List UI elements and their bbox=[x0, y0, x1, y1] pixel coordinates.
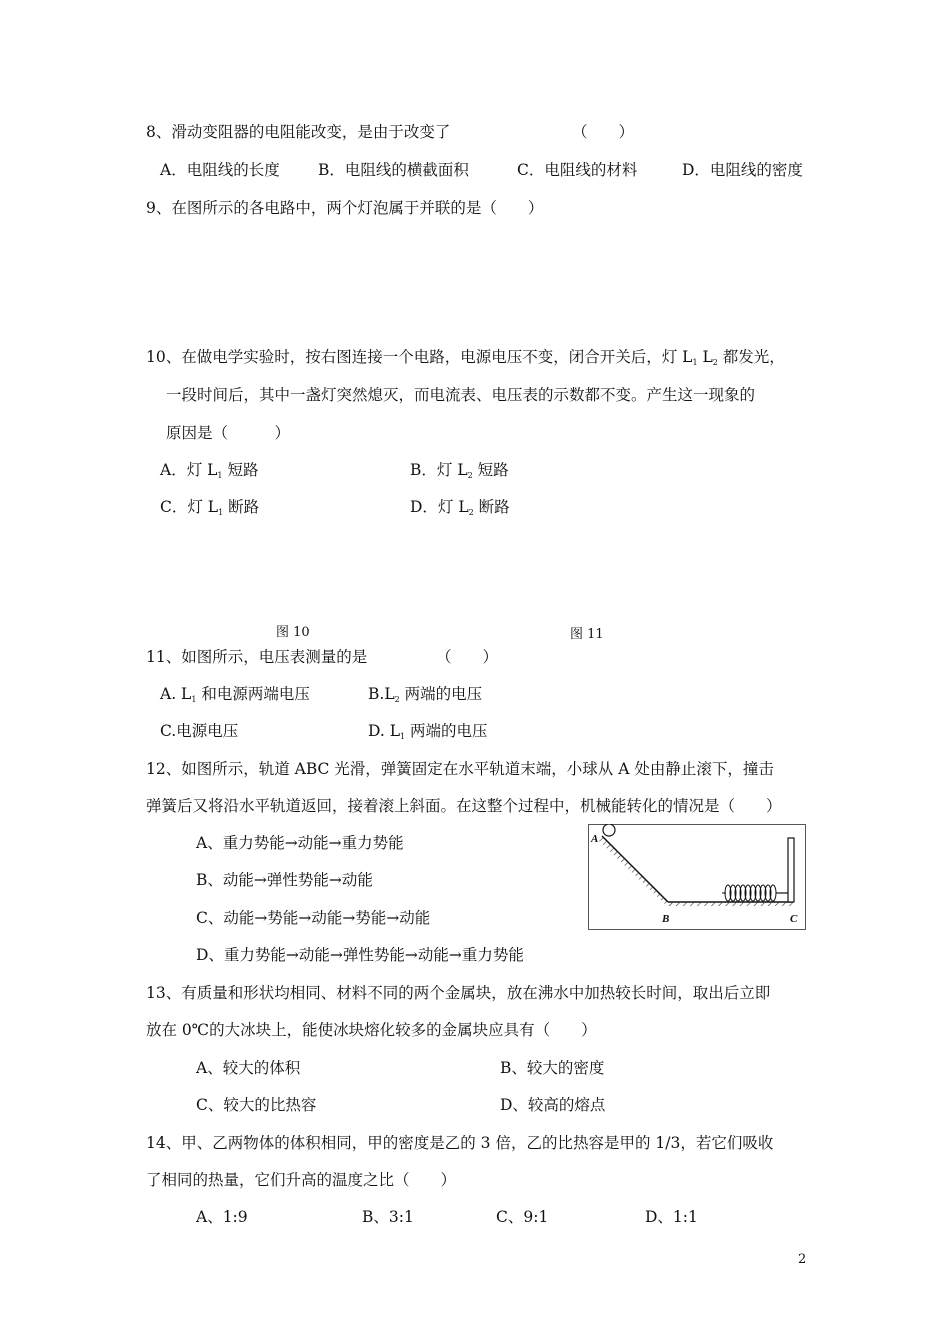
label-b: B bbox=[662, 913, 670, 925]
q14-line-1: 14、甲、乙两物体的体积相同，甲的密度是乙的 3 倍，乙的比热容是甲的 1/3，若它们吸收 bbox=[146, 1134, 774, 1152]
q10-option-d: D．灯 $L_2$ 断路 bbox=[410, 498, 510, 517]
track-spring-figure bbox=[588, 824, 806, 930]
q9-stem: 9、在图所示的各电路中，两个灯泡属于并联的是（ ） bbox=[146, 199, 544, 217]
q11-option-a: A. $L_1$ 和电源两端电压 bbox=[160, 685, 310, 704]
q8-stem: 8、滑动变阻器的电阻能改变，是由于改变了 bbox=[146, 123, 451, 141]
q14-option-a: A、1:9 bbox=[196, 1208, 248, 1226]
q10-option-c: C．灯 $L_1$ 断路 bbox=[160, 498, 260, 517]
figure-11-caption: 图 11 bbox=[570, 627, 604, 642]
q10-option-b: B．灯 $L_2$ 短路 bbox=[410, 461, 509, 480]
q12-line-2: 弹簧后又将沿水平轨道返回，接着滚上斜面。在这整个过程中，机械能转化的情况是（ ） bbox=[146, 797, 782, 815]
q12-option-b: B、动能→弹性势能→动能 bbox=[196, 871, 373, 889]
q8-answer-paren: （ ） bbox=[572, 123, 635, 141]
q14-option-b: B、3:1 bbox=[362, 1208, 414, 1226]
q13-option-c: C、较大的比热容 bbox=[196, 1096, 317, 1114]
figure-border bbox=[589, 825, 806, 930]
q13-line-2: 放在 0℃的大冰块上，能使冰块熔化较多的金属块应具有（ ） bbox=[146, 1021, 597, 1039]
q10-line-1: 10、在做电学实验时，按右图连接一个电路，电源电压不变，闭合开关后，灯 $L_1$ $L_2$ 都发光， bbox=[146, 348, 785, 367]
q12-option-c: C、动能→势能→动能→势能→动能 bbox=[196, 909, 431, 927]
q11-option-c: C.电源电压 bbox=[160, 722, 239, 740]
end-wall bbox=[788, 838, 794, 902]
label-c: C bbox=[790, 913, 798, 925]
q10-line-3: 原因是（ ） bbox=[166, 424, 291, 442]
q11-option-d: D. $L_1$ 两端的电压 bbox=[368, 722, 488, 741]
q11-stem: 11、如图所示，电压表测量的是 bbox=[146, 648, 368, 666]
figure-10-caption: 图 10 bbox=[276, 625, 310, 640]
q8-option-d: D．电阻线的密度 bbox=[682, 161, 803, 179]
q10-line-2: 一段时间后，其中一盏灯突然熄灭，而电流表、电压表的示数都不变。产生这一现象的 bbox=[166, 386, 756, 404]
q12-line-1: 12、如图所示，轨道 ABC 光滑，弹簧固定在水平轨道末端，小球从 A 处由静止滚下，撞击 bbox=[146, 760, 774, 778]
q10-option-a: A．灯 $L_1$ 短路 bbox=[160, 461, 259, 480]
track-hatching bbox=[668, 902, 793, 906]
q8-option-b: B．电阻线的横截面积 bbox=[318, 161, 469, 179]
label-a: A bbox=[591, 833, 599, 845]
q14-option-d: D、1:1 bbox=[645, 1208, 698, 1226]
q13-option-a: A、较大的体积 bbox=[196, 1059, 301, 1077]
q11-answer-paren: （ ） bbox=[436, 648, 499, 666]
q13-option-d: D、较高的熔点 bbox=[500, 1096, 606, 1114]
page-number: 2 bbox=[798, 1252, 807, 1267]
q13-option-b: B、较大的密度 bbox=[500, 1059, 605, 1077]
q11-option-b: $B.L_2$ 两端的电压 bbox=[368, 685, 483, 704]
q14-line-2: 了相同的热量，它们升高的温度之比（ ） bbox=[146, 1171, 457, 1189]
q13-line-1: 13、有质量和形状均相同、材料不同的两个金属块，放在沸水中加热较长时间，取出后立即 bbox=[146, 984, 771, 1002]
q8-option-a: A．电阻线的长度 bbox=[160, 161, 280, 179]
q14-option-c: C、9:1 bbox=[496, 1208, 549, 1226]
q12-option-d: D、重力势能→动能→弹性势能→动能→重力势能 bbox=[196, 946, 524, 964]
q12-option-a: A、重力势能→动能→重力势能 bbox=[196, 834, 404, 852]
q8-option-c: C．电阻线的材料 bbox=[517, 161, 638, 179]
ball bbox=[603, 824, 615, 836]
